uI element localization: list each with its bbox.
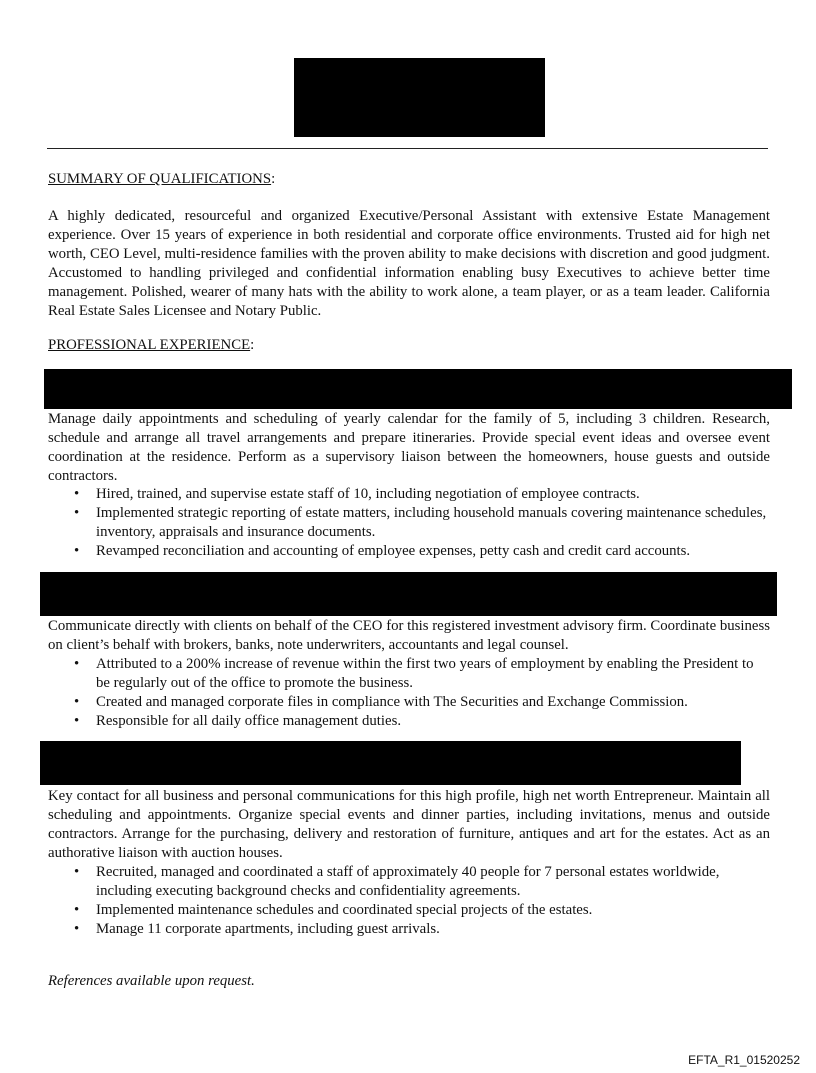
experience-heading: PROFESSIONAL EXPERIENCE: bbox=[48, 337, 255, 353]
job-description-2: Communicate directly with clients on behalf of the CEO for this registered investment advisory firm. Coordinate business on client’s behalf with brokers, banks, note underwriters, accountants and legal counsel. bbox=[48, 618, 771, 653]
bullet-icon: • bbox=[74, 693, 80, 710]
summary-text: A highly dedicated, resourceful and organized Executive/Personal Assistant with extensive Estate Management experience. Over 15 years of experience in both residential and corporate office environments. Trusted aid for high net worth, CEO Level, multi-residence families with the proven ability to make decisions with discretion and good judgment. Accustomed to handling privileged and confidential information enabling busy Executives to achieve better time management. Polished, wearer of many hats with the ability to work alone, a team player, or as a team leader. California Real Estate Sales Licensee and Notary Public. bbox=[48, 208, 770, 319]
list-item: • Responsible for all daily office management duties. bbox=[74, 712, 402, 729]
job-description-3: Key contact for all business and personal communications for this high profile, high net worth Entrepreneur. Maintain all scheduling and appointments. Organize special events and dinner parties, including invitations, menus and outside contractors. Arrange for the purchasing, delivery and restoration of furniture, antiques and art for the estates. Act as an authorative liaison with auction houses. bbox=[48, 788, 770, 861]
summary-heading: SUMMARY OF QUALIFICATIONS: bbox=[48, 171, 276, 187]
document-id: EFTA_R1_01520252 bbox=[688, 1053, 800, 1067]
redacted-job-title-3 bbox=[40, 741, 741, 785]
redacted-job-title-2 bbox=[40, 572, 777, 616]
list-item: • Hired, trained, and supervise estate staff of 10, including negotiation of employee contracts. bbox=[74, 486, 640, 502]
list-item: • Attributed to a 200% increase of revenue within the first two years of employment by enabling the President to be regularly out of the office to promote the business. bbox=[74, 656, 754, 691]
list-item: • Revamped reconciliation and accounting of employee expenses, petty cash and credit card accounts. bbox=[74, 542, 691, 559]
job-description-1: Manage daily appointments and scheduling of yearly calendar for the family of 5, including 3 children. Research, schedule and arrange all travel arrangements and prepare itineraries. Provide special event ideas and oversee event coordination at the residence. Perform as a supervisory liaison between the homeowners, house guests and outside contractors. bbox=[48, 411, 770, 484]
job-bullets-3 bbox=[48, 863, 770, 939]
list-item: • Created and managed corporate files in compliance with The Securities and Exchange Commission. bbox=[74, 693, 688, 710]
bullet-icon: • bbox=[74, 504, 80, 521]
job-bullets-1 bbox=[48, 485, 770, 561]
bullet-icon: • bbox=[74, 712, 80, 729]
bullet-icon: • bbox=[74, 542, 80, 559]
redacted-header bbox=[294, 58, 545, 137]
bullet-icon: • bbox=[74, 486, 80, 502]
bullet-icon: • bbox=[74, 920, 80, 937]
job-bullets-2 bbox=[48, 655, 770, 731]
references-note: References available upon request. bbox=[48, 973, 255, 989]
list-item: • Recruited, managed and coordinated a staff of approximately 40 people for 7 personal estates worldwide, including executing background checks and confidentiality agreements. bbox=[74, 864, 720, 899]
list-item: • Implemented maintenance schedules and coordinated special projects of the estates. bbox=[74, 901, 593, 918]
list-item: • Manage 11 corporate apartments, including guest arrivals. bbox=[74, 920, 440, 937]
header-rule bbox=[47, 148, 768, 149]
bullet-icon: • bbox=[74, 656, 80, 672]
redacted-job-title-1 bbox=[44, 369, 792, 409]
list-item: • Implemented strategic reporting of estate matters, including household manuals covering maintenance schedules, inventory, appraisals and insurance documents. bbox=[74, 504, 767, 540]
bullet-icon: • bbox=[74, 901, 80, 918]
bullet-icon: • bbox=[74, 864, 80, 880]
